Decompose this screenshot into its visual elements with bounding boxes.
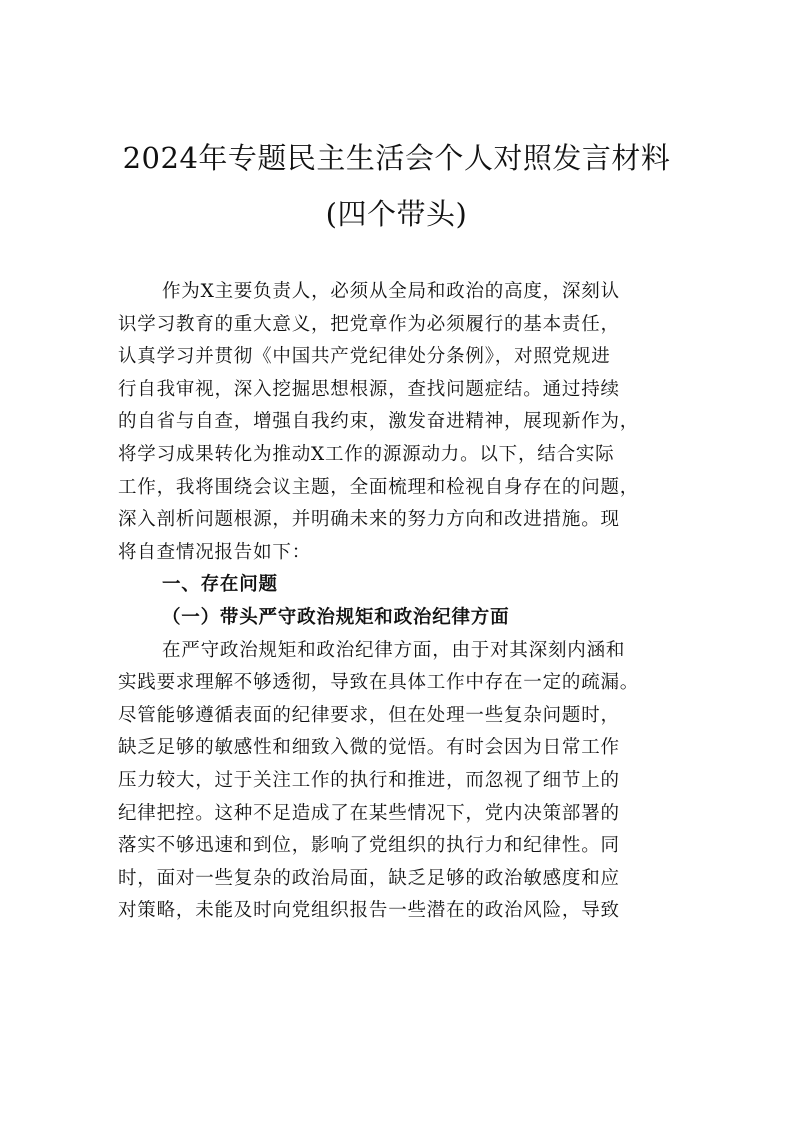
subsection-paragraph: [118, 635, 678, 928]
document-title: 2024年专题民主生活会个人对照发言材料: [122, 141, 671, 175]
paragraph-line: 压力较大，过于关注工作的执行和推进，而忽视了细节上的: [118, 769, 620, 791]
paragraph-line: 认真学习并贯彻《中国共产党纪律处分条例》，对照党规进: [118, 346, 611, 368]
paragraph-line: 纪律把控。这种不足造成了在某些情况下，党内决策部署的: [118, 802, 620, 824]
intro-paragraph: [118, 276, 678, 569]
paragraph-line: 作为X主要负责人，必须从全局和政治的高度，深刻认: [162, 281, 620, 302]
section-heading: 一、存在问题: [162, 574, 278, 596]
paragraph-line: 尽管能够遵循表面的纪律要求，但在处理一些复杂问题时，: [118, 704, 620, 726]
document-subtitle: (四个带头): [325, 197, 468, 231]
paragraph-line: 缺乏足够的敏感性和细致入微的觉悟。有时会因为日常工作: [118, 737, 620, 759]
paragraph-line: 识学习教育的重大意义，把党章作为必须履行的基本责任，: [118, 313, 620, 335]
paragraph-line: 对策略，未能及时向党组织报告一些潜在的政治风险，导致: [118, 900, 620, 922]
paragraph-line: 将自查情况报告如下：: [118, 541, 312, 563]
paragraph-line: 时，面对一些复杂的政治局面，缺乏足够的政治敏感度和应: [118, 867, 620, 889]
paragraph-line: 深入剖析问题根源，并明确未来的努力方向和改进措施。现: [118, 509, 620, 531]
paragraph-line: 工作，我将围绕会议主题，全面梳理和检视自身存在的问题，: [118, 476, 640, 498]
paragraph-line: 落实不够迅速和到位，影响了党组织的执行力和纪律性。同: [118, 835, 620, 857]
document-body: [118, 276, 678, 928]
paragraph-line: 将学习成果转化为推动X工作的源源动力。以下，结合实际: [118, 443, 615, 465]
paragraph-line: 行自我审视，深入挖掘思想根源，查找问题症结。通过持续: [118, 378, 620, 400]
paragraph-line: 在严守政治规矩和政治纪律方面，由于对其深刻内涵和: [162, 639, 626, 661]
subsection-heading: （一）带头严守政治规矩和政治纪律方面: [162, 606, 510, 628]
paragraph-line: 的自省与自查，增强自我约束，激发奋进精神，展现新作为，: [118, 411, 640, 433]
paragraph-line: 实践要求理解不够透彻，导致在具体工作中存在一定的疏漏。: [118, 672, 640, 694]
